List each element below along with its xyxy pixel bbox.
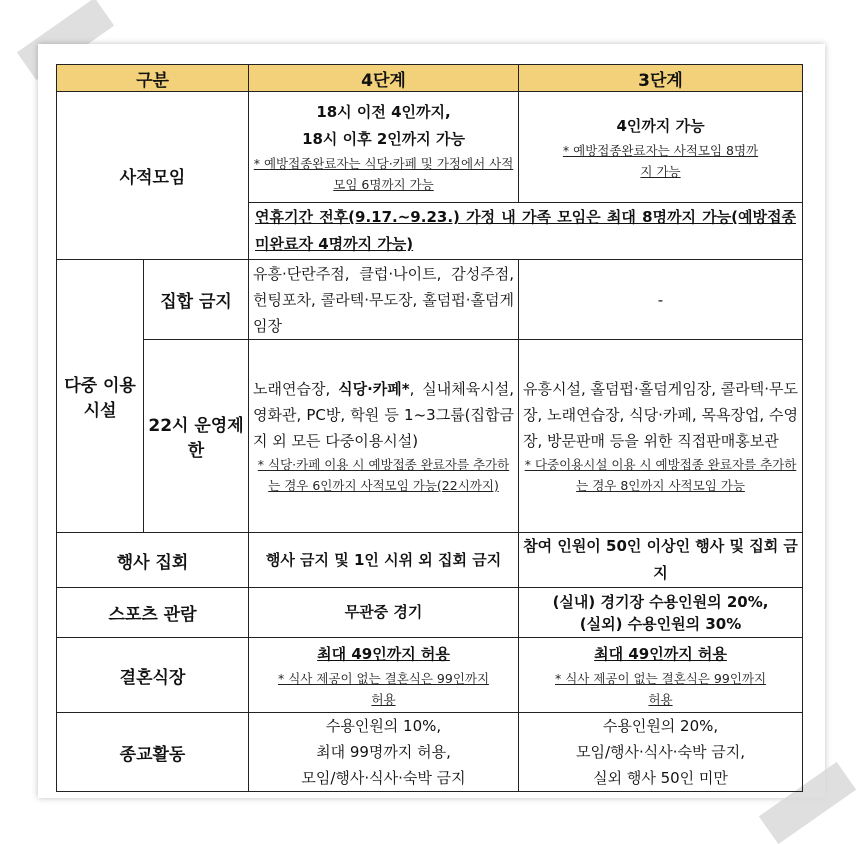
wedding-level3: 최대 49인까지 허용 * 식사 제공이 없는 결혼식은 99인까지 허용 <box>519 638 803 713</box>
table-row <box>57 260 803 340</box>
table-row <box>57 92 803 203</box>
hours-limit-level3-note: * 다중이용시설 이용 시 예방접종 완료자를 추가하는 경우 8인까지 사적모임 가능 <box>524 457 797 493</box>
events-level3: 참여 인원이 50인 이상인 행사 및 집회 금지 <box>519 533 803 588</box>
sports-level4: 무관중 경기 <box>249 588 519 638</box>
private-gathering-level4-note: * 예방접종완료자는 식당·카페 및 가정에서 사적모임 6명까지 가능 <box>253 156 514 192</box>
events-level4: 행사 금지 및 1인 시위 외 집회 금지 <box>249 533 519 588</box>
table-header-row <box>57 65 803 92</box>
religion-level4: 수용인원의 10%, 최대 99명까지 허용, 모임/행사·식사·숙박 금지 <box>249 713 519 792</box>
private-gathering-level3-note: * 예방접종완료자는 사적모임 8명까지 가능 <box>562 142 759 179</box>
header-level3: 3단계 <box>519 65 803 92</box>
ban-label: 집합 금지 <box>144 260 249 340</box>
multi-use-label: 다중 이용시설 <box>57 260 144 533</box>
holiday-family-rule: 연휴기간 전후(9.17.~9.23.) 가정 내 가족 모임은 최대 8명까지 가능(예방접종 미완료자 4명까지 가능) <box>249 203 803 260</box>
table-row <box>57 638 803 713</box>
table-row <box>57 713 803 792</box>
religion-level3: 수용인원의 20%, 모임/행사·식사·숙박 금지, 실외 행사 50인 미만 <box>519 713 803 792</box>
ban-level4: 유흥·단란주점, 클럽·나이트, 감성주점, 헌팅포차, 콜라텍·무도장, 홀덤펍·홀덤게임장 <box>249 260 519 340</box>
hours-limit-level4-note: * 식당·카페 이용 시 예방접종 완료자를 추가하는 경우 6인까지 사적모임 가능(22시까지) <box>257 457 510 493</box>
hours-limit-label: 22시 운영제한 <box>144 340 249 533</box>
distancing-level-table <box>56 64 803 792</box>
hours-limit-level4: 노래연습장, 식당·카페*, 실내체육시설, 영화관, PC방, 학원 등 1~3그룹(집합금지 외 모든 다중이용시설) * 식당·카페 이용 시 예방접종 완료자를 추가하는 경우 6인까지 사적모임 가능(22시까지) <box>249 340 519 533</box>
table-row <box>57 533 803 588</box>
header-category: 구분 <box>57 65 249 92</box>
ban-level3: - <box>519 260 803 340</box>
private-gathering-level3: 4인까지 가능 * 예방접종완료자는 사적모임 8명까지 가능 <box>519 92 803 203</box>
header-level4: 4단계 <box>249 65 519 92</box>
private-gathering-label: 사적모임 <box>57 92 249 260</box>
wedding-level3-note: * 식사 제공이 없는 결혼식은 99인까지 허용 <box>554 670 767 707</box>
table-row <box>57 588 803 638</box>
private-gathering-level4: 18시 이전 4인까지, 18시 이후 2인까지 가능 * 예방접종완료자는 식당·카페 및 가정에서 사적모임 6명까지 가능 <box>249 92 519 203</box>
religion-label: 종교활동 <box>57 713 249 792</box>
hours-limit-level3: 유흥시설, 홀덤펍·홀덤게임장, 콜라텍·무도장, 노래연습장, 식당·카페, 목욕장업, 수영장, 방문판매 등을 위한 직접판매홍보관 * 다중이용시설 이용 시 예방접종 완료자를 추가하는 경우 8인까지 사적모임 가능 <box>519 340 803 533</box>
wedding-label: 결혼식장 <box>57 638 249 713</box>
wedding-level4-note: * 식사 제공이 없는 결혼식은 99인까지 허용 <box>277 670 490 707</box>
events-label: 행사 집회 <box>57 533 249 588</box>
sports-level3: (실내) 경기장 수용인원의 20%, (실외) 수용인원의 30% <box>519 588 803 638</box>
wedding-level4: 최대 49인까지 허용 * 식사 제공이 없는 결혼식은 99인까지 허용 <box>249 638 519 713</box>
sports-label: 스포츠 관람 <box>57 588 249 638</box>
table-row <box>57 340 803 533</box>
